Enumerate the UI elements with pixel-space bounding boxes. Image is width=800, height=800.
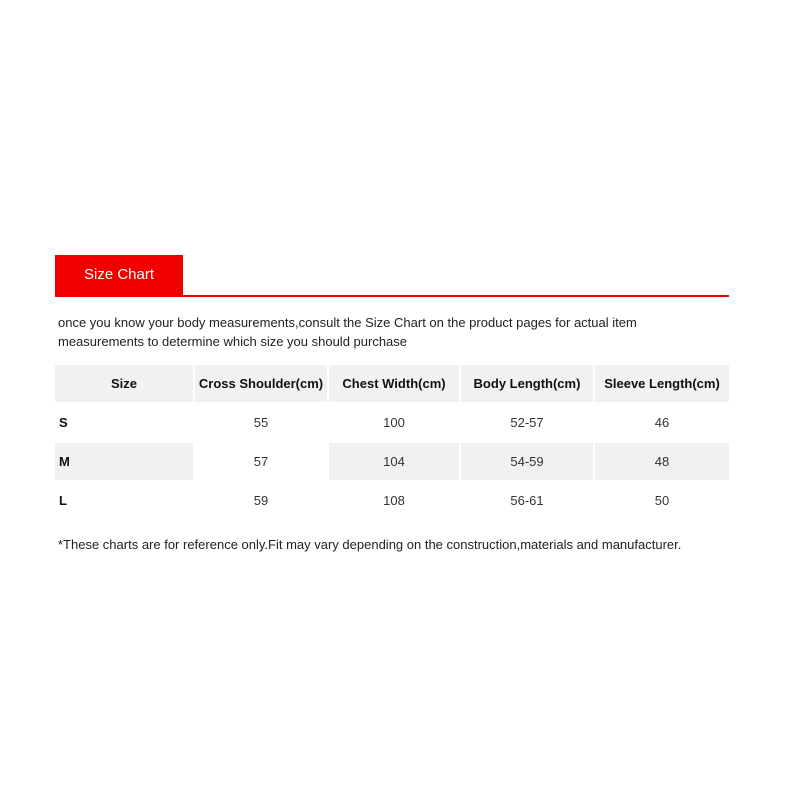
size-chart-header: [55, 255, 729, 297]
chest-width-cell: 108: [329, 482, 461, 521]
cross-shoulder-cell: 55: [195, 404, 329, 443]
table-row: [55, 482, 729, 521]
column-header-body-length: Body Length(cm): [461, 365, 595, 404]
size-chart: [55, 255, 729, 552]
size-table: [55, 365, 729, 521]
disclaimer-note: *These charts are for reference only.Fit may vary depending on the construction,materials and manufacturer.: [58, 537, 682, 552]
column-header-cross-shoulder: Cross Shoulder(cm): [195, 365, 329, 404]
chest-width-cell: 104: [329, 443, 461, 482]
size-cell: S: [55, 404, 195, 443]
size-cell: L: [55, 482, 195, 521]
body-length-cell: 54-59: [461, 443, 595, 482]
sleeve-length-cell: 48: [595, 443, 729, 482]
chest-width-cell: 100: [329, 404, 461, 443]
column-header-size: Size: [55, 365, 195, 404]
size-cell: M: [55, 443, 195, 482]
table-row: [55, 404, 729, 443]
size-chart-title: Size Chart: [55, 255, 183, 295]
table-row: [55, 443, 729, 482]
cross-shoulder-cell: 59: [195, 482, 329, 521]
sleeve-length-cell: 46: [595, 404, 729, 443]
body-length-cell: 52-57: [461, 404, 595, 443]
column-header-sleeve-length: Sleeve Length(cm): [595, 365, 729, 404]
body-length-cell: 56-61: [461, 482, 595, 521]
sleeve-length-cell: 50: [595, 482, 729, 521]
column-header-chest-width: Chest Width(cm): [329, 365, 461, 404]
intro-text: once you know your body measurements,consult the Size Chart on the product pages for actual item measurements to determine which size you should purchase: [58, 315, 637, 349]
table-header-row: [55, 365, 729, 404]
cross-shoulder-cell: 57: [195, 443, 329, 482]
